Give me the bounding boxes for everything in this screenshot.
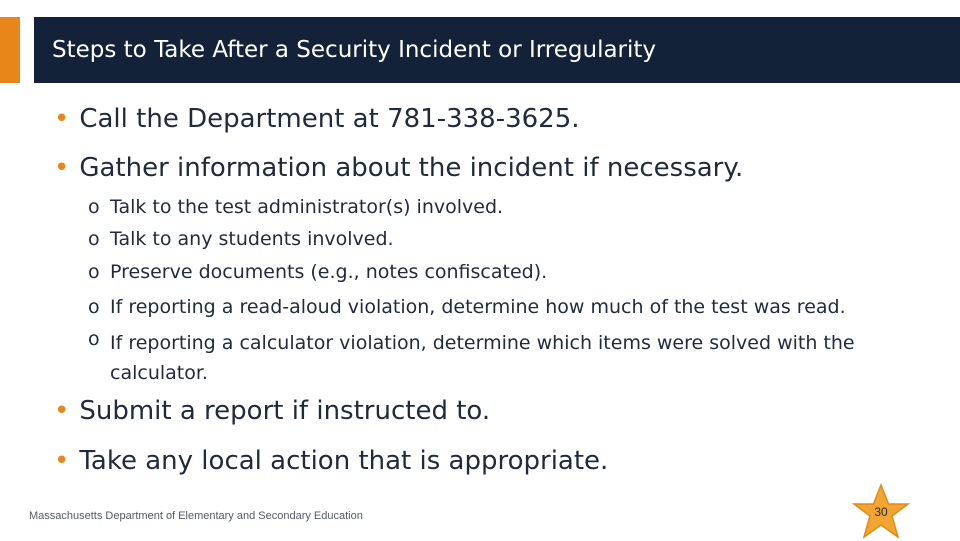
sub-bullet-marker: o bbox=[88, 228, 100, 250]
sub-bullet-marker: o bbox=[88, 261, 100, 283]
sub-bullet-text: Talk to the test administrator(s) involved. bbox=[110, 196, 504, 218]
bullet-text: Gather information about the incident if necessary. bbox=[79, 153, 744, 183]
bullet-item bbox=[54, 446, 608, 476]
sub-bullet-text: If reporting a read-aloud violation, determine how much of the test was read. bbox=[110, 296, 846, 318]
page-number: 30 bbox=[874, 505, 888, 519]
sub-bullet-marker: o bbox=[88, 196, 100, 218]
bullet-text: Submit a report if instructed to. bbox=[79, 396, 491, 426]
bullet-item bbox=[54, 396, 490, 426]
bullet-item bbox=[54, 153, 743, 183]
bullet-item bbox=[54, 104, 580, 134]
sub-bullet-marker: o bbox=[88, 328, 100, 350]
slide-title: Steps to Take After a Security Incident or Irregularity bbox=[52, 37, 657, 63]
bullet-text: Call the Department at 781-338-3625. bbox=[79, 104, 580, 134]
bullet-text: Take any local action that is appropriate. bbox=[79, 446, 609, 476]
sub-bullet-text: Talk to any students involved. bbox=[110, 228, 394, 250]
sub-bullet-marker: o bbox=[88, 296, 100, 318]
bullet-marker: • bbox=[54, 396, 70, 426]
bullet-marker: • bbox=[54, 104, 70, 134]
bullet-marker: • bbox=[54, 446, 70, 476]
bullet-marker: • bbox=[54, 153, 70, 183]
sub-bullet-text: If reporting a calculator violation, determine which items were solved with the calculator. bbox=[110, 332, 855, 384]
sub-bullet-text: Preserve documents (e.g., notes confiscated). bbox=[110, 261, 548, 283]
footer-org: Massachusetts Department of Elementary and Secondary Education bbox=[29, 510, 363, 522]
